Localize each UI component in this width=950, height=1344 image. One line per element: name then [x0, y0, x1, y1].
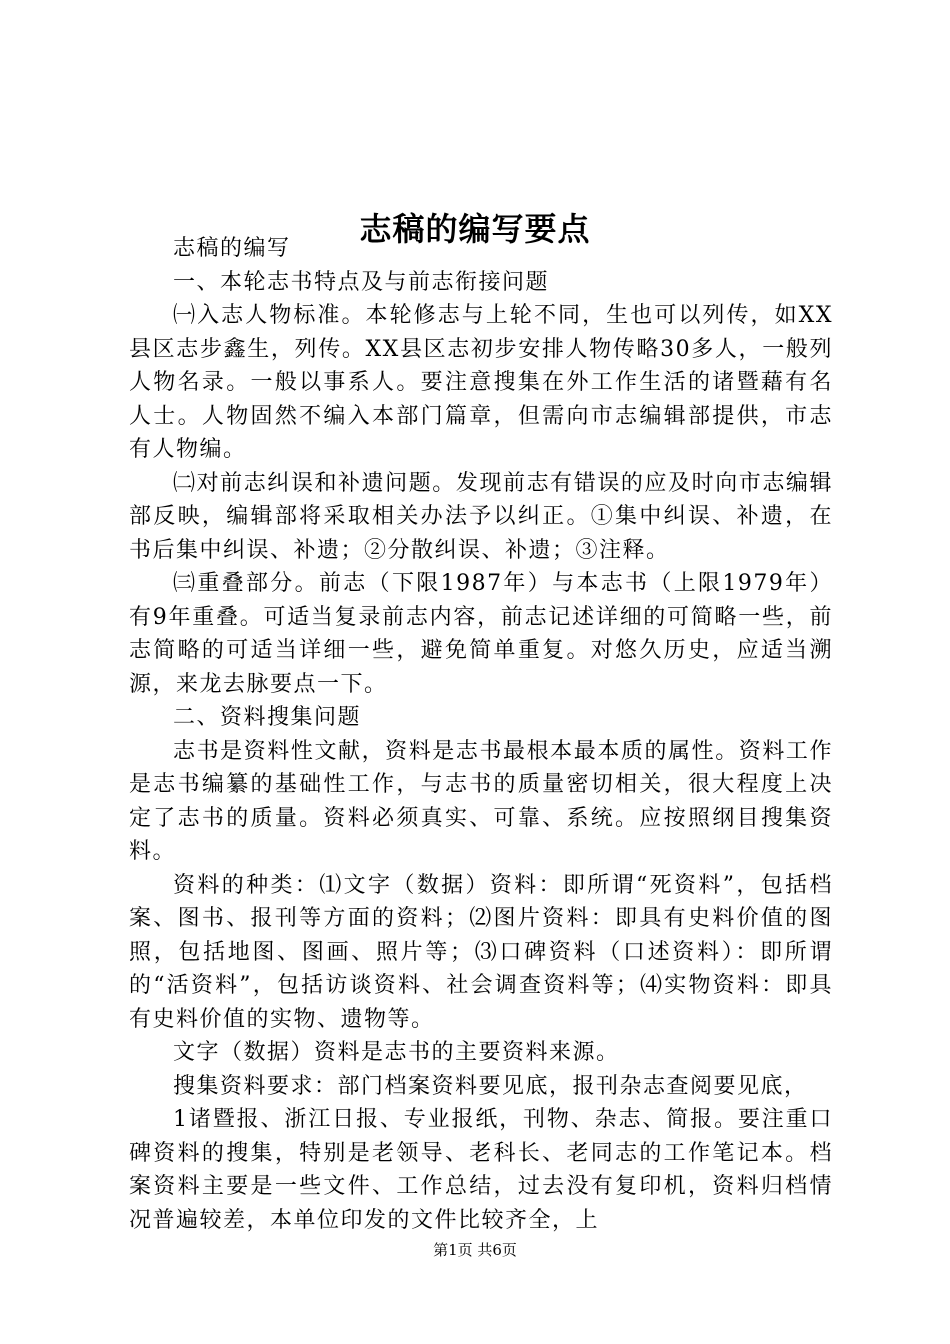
paragraph-heading: 志稿的编写	[173, 236, 291, 261]
paragraph: ㈡对前志纠误和补遗问题。发现前志有错误的应及时向市志编辑部反映，编辑部将采取相关办法予以纠正。①集中纠误、补遗，在书后集中纠误、补遗；②分散纠误、补遗；③注释。	[129, 470, 833, 563]
paragraph: 搜集资料要求：部门档案资料要见底，报刊杂志查阅要见底，	[173, 1073, 808, 1099]
document-body	[129, 232, 833, 1237]
paragraph: 文字（数据）资料是志书的主要资料来源。	[173, 1040, 620, 1065]
paragraph: 志书是资料性文献，资料是志书最根本最本质的属性。资料工作是志书编纂的基础性工作，与志书的质量密切相关，很大程度上决定了志书的质量。资料必须真实、可靠、系统。应按照纲目搜集资料。	[129, 738, 833, 864]
paragraph: ㈢重叠部分。前志（下限1987年）与本志书（上限1979年）有9年重叠。可适当复录前志内容，前志记述详细的可简略一些，前志简略的可适当详细一些，避免简单重复。对悠久历史，应适当溯源，来龙去脉要点一下。	[129, 571, 833, 697]
section-heading-1: 一、本轮志书特点及与前志衔接问题	[173, 269, 550, 295]
paragraph: 1诸暨报、浙江日报、专业报纸，刊物、杂志、简报。要注重口碑资料的搜集，特别是老领导、老科长、老同志的工作笔记本。档案资料主要是一些文件、工作总结，过去没有复印机，资料归档情况普遍较差，本单位印发的文件比较齐全，上	[129, 1107, 833, 1233]
paragraph: 资料的种类：⑴文字（数据）资料：即所谓“死资料”，包括档案、图书、报刊等方面的资料；⑵图片资料：即具有史料价值的图照，包括地图、图画、照片等；⑶口碑资料（口述资料）：即所谓的“活资料”，包括访谈资料、社会调查资料等；⑷实物资料：即具有史料价值的实物、遗物等。	[129, 872, 833, 1032]
page-number-footer: 第1页 共6页	[433, 1241, 517, 1259]
section-heading-2: 二、资料搜集问题	[173, 705, 362, 730]
paragraph: ㈠入志人物标准。本轮修志与上轮不同，生也可以列传，如XX县区志步鑫生，列传。XX县区志初步安排人物传略30多人，一般列人物名录。一般以事系人。要注意搜集在外工作生活的诸暨藉有名人士。人物固然不编入本部门篇章，但需向市志编辑部提供，市志有人物编。	[129, 303, 833, 462]
page-title: 志稿的编写要点	[359, 210, 591, 249]
